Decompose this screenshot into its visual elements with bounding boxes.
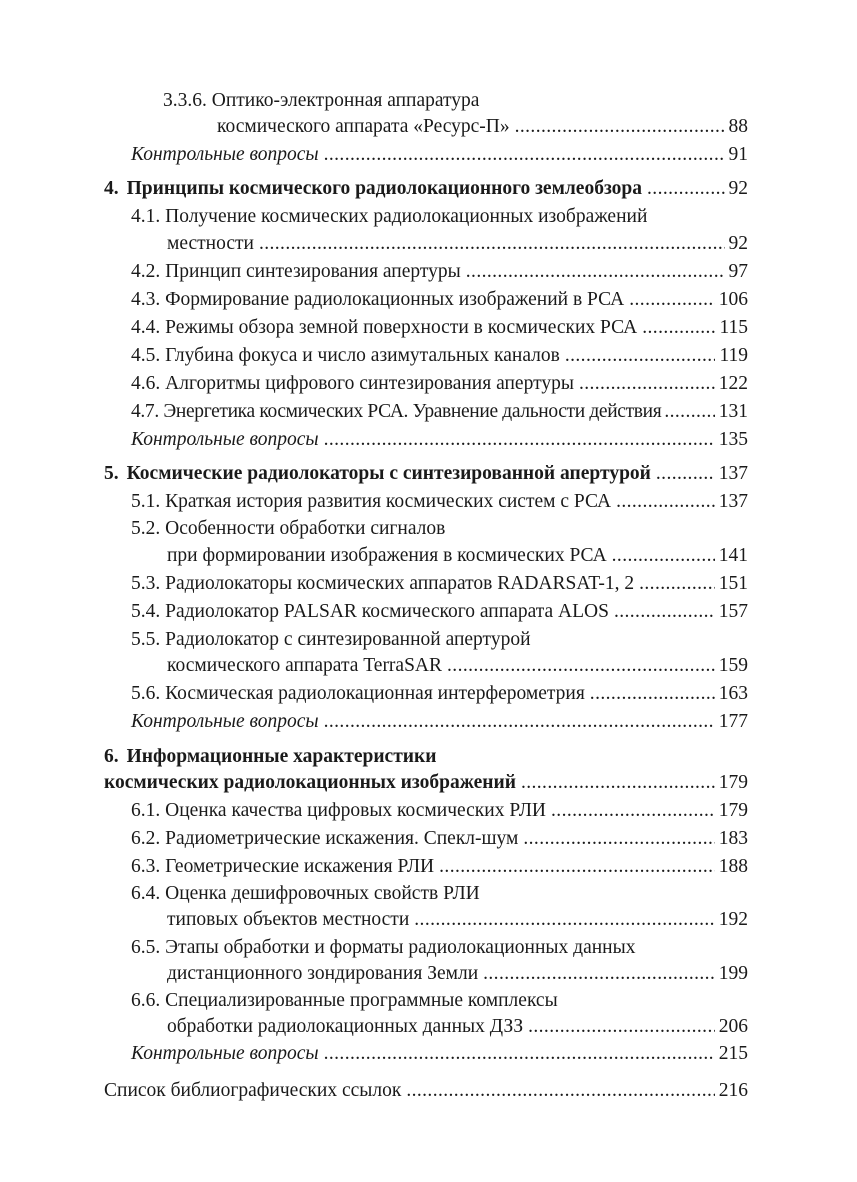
toc-entry-4-6[interactable]: 4.6. Алгоритмы цифрового синтезирования апертуры ..... 122 <box>131 371 748 397</box>
toc-entry-5-1[interactable]: 5.1. Краткая история развития космических систем с РСА ..... 137 <box>131 489 748 515</box>
toc-entry-5-3[interactable]: 5.3. Радиолокаторы космических аппаратов RADARSAT-1, 2 ..... 151 <box>131 571 748 597</box>
toc-entry-5-4[interactable]: 5.4. Радиолокатор PALSAR космического аппарата ALOS ..... 157 <box>131 599 748 625</box>
toc-entry-6-5[interactable]: дистанционного зондирования Земли ..... 199 <box>167 961 748 987</box>
toc-entry-4-3[interactable]: 4.3. Формирование радиолокационных изображений в РСА ..... 106 <box>131 287 748 313</box>
page-number: 88 <box>728 116 748 137</box>
toc-entry-4-1[interactable]: местности ..... 92 <box>167 231 748 257</box>
toc-bibliography[interactable]: Список библиографических ссылок ..... 216 <box>104 1078 748 1104</box>
toc-review-questions-4[interactable]: Контрольные вопросы ..... 135 <box>131 427 748 453</box>
toc-entry-6-4-line1: 6.4. Оценка дешифровочных свойств РЛИ <box>131 883 480 904</box>
toc-entry-5-5[interactable]: космического аппарата TerraSAR ..... 159 <box>167 653 748 679</box>
toc-review-questions-6[interactable]: Контрольные вопросы ..... 215 <box>131 1041 748 1067</box>
toc-entry-3-3-6[interactable]: космического аппарата «Ресурс-П» ..... 88 <box>217 114 748 140</box>
toc-entry-4-1-line1: 4.1. Получение космических радиолокационных изображений <box>131 206 648 227</box>
toc-chapter-4[interactable]: 4. Принципы космического радиолокационного землеобзора ..... 92 <box>104 176 748 202</box>
toc-review-questions-3[interactable]: Контрольные вопросы ..... 91 <box>131 142 748 168</box>
toc-entry-4-4[interactable]: 4.4. Режимы обзора земной поверхности в космических РСА ..... 115 <box>131 315 748 341</box>
toc-entry-4-7[interactable]: 4.7. Энергетика космических РСА. Уравнение дальности действия ..... 131 <box>131 399 748 425</box>
toc-entry-5-2[interactable]: при формировании изображения в космических РСА ..... 141 <box>167 543 748 569</box>
toc-entry-5-5-line1: 5.5. Радиолокатор с синтезированной апертурой <box>131 629 531 650</box>
toc-entry-5-2-line1: 5.2. Особенности обработки сигналов <box>131 518 446 539</box>
toc-entry-6-1[interactable]: 6.1. Оценка качества цифровых космических РЛИ ..... 179 <box>131 798 748 824</box>
toc-entry-6-6-line1: 6.6. Специализированные программные комплексы <box>131 990 558 1011</box>
toc-entry-6-4[interactable]: типовых объектов местности ..... 192 <box>167 907 748 933</box>
toc-entry-3-3-6-line1: 3.3.6. Оптико-электронная аппаратура <box>163 90 480 111</box>
toc-entry-6-6[interactable]: обработки радиолокационных данных ДЗЗ ..... 206 <box>167 1014 748 1040</box>
toc-entry-6-2[interactable]: 6.2. Радиометрические искажения. Спекл-шум ..... 183 <box>131 826 748 852</box>
toc-review-questions-5[interactable]: Контрольные вопросы ..... 177 <box>131 709 748 735</box>
toc-entry-4-2[interactable]: 4.2. Принцип синтезирования апертуры ..... 97 <box>131 259 748 285</box>
toc-chapter-6-line1: 6. Информационные характеристики <box>104 746 437 767</box>
toc-entry-5-6[interactable]: 5.6. Космическая радиолокационная интерферометрия ..... 163 <box>131 681 748 707</box>
toc-chapter-5[interactable]: 5. Космические радиолокаторы с синтезированной апертурой ..... 137 <box>104 461 748 487</box>
toc-entry-6-3[interactable]: 6.3. Геометрические искажения РЛИ ..... 188 <box>131 854 748 880</box>
toc-entry-4-5[interactable]: 4.5. Глубина фокуса и число азимутальных каналов ..... 119 <box>131 343 748 369</box>
toc-entry-6-5-line1: 6.5. Этапы обработки и форматы радиолокационных данных <box>131 937 636 958</box>
toc-chapter-6[interactable]: космических радиолокационных изображений ..... 179 <box>104 770 748 796</box>
